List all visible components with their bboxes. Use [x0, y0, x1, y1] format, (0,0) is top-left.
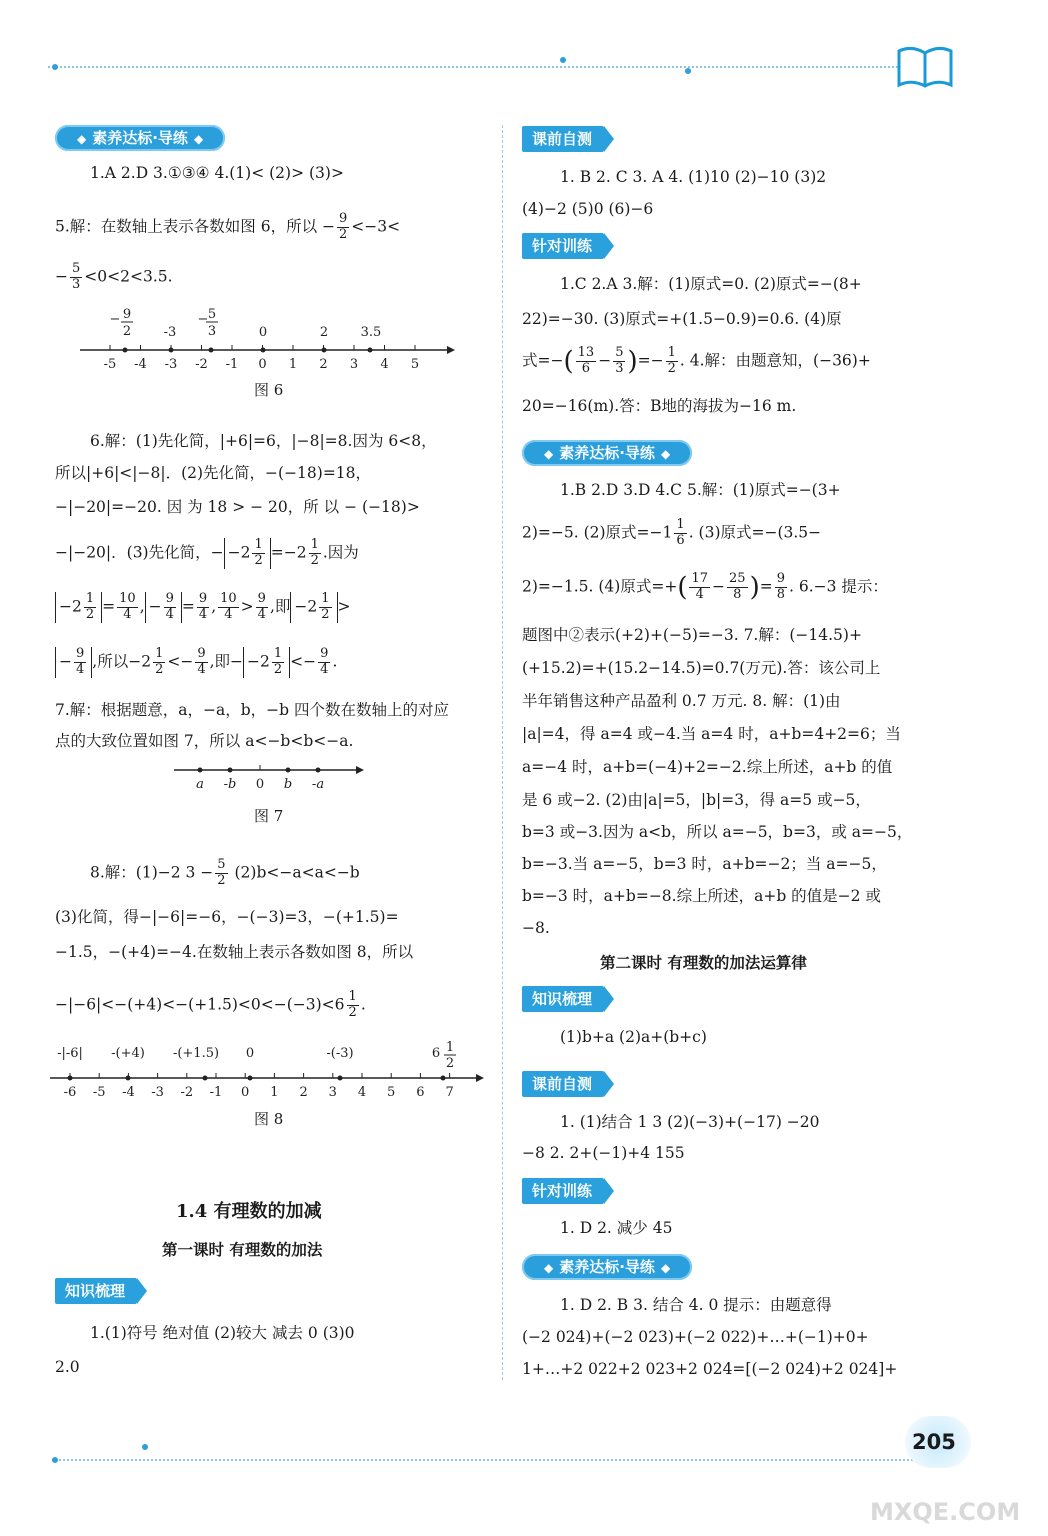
axis-tick-label: -1 — [209, 1085, 223, 1100]
svg-text:6: 6 — [431, 1046, 441, 1061]
answer-line: b=−3 时，a+b=−8.综上所述，a+b 的值是−2 或 — [522, 887, 881, 905]
figure-caption: 图 7 — [254, 807, 284, 825]
answer-line: −|−6|<−(+4)<−(+1.5)<0<−(−3)<6 $\frac{1}{2}$ . — [55, 989, 366, 1020]
axis-tick-label: -5 — [92, 1085, 106, 1100]
axis-tick-label: -2 — [180, 1085, 194, 1100]
answer-line: 题图中②表示(+2)+(−5)=−3. 7.解：(−14.5)+ — [522, 626, 862, 644]
answer-line: 是 6 或−2. (2)由|a|=5，|b|=3，得 a=5 或−5， — [522, 791, 871, 809]
axis-tick-label: 1 — [288, 357, 298, 372]
axis-tick-label: -4 — [122, 1085, 135, 1100]
answer-line: 1.C 2.A 3.解：(1)原式=0. (2)原式=−(8+ — [560, 275, 862, 293]
answer-line: 5.解：在数轴上表示各数如图 6，所以 − $\frac{9}{2}$ <−3< — [55, 211, 401, 242]
answer-line: 8.解：(1)−2 3 − $\frac{5}{2}$ (2)b<−a<a<−b — [90, 857, 360, 888]
answer-line: 7.解：根据题意，a，−a，b，−b 四个数在数轴上的对应 — [55, 701, 450, 719]
answer-line: −1.5，−(+4)=−4.在数轴上表示各数如图 8，所以 — [55, 943, 414, 961]
axis-tick-label: 4 — [380, 357, 389, 372]
answer-line: −|−20|=−20. 因 为 18 > − 20，所 以 − (−18)> — [55, 498, 420, 516]
answer-line: 所以|+6|<|−8|．(2)先化简，−(−18)=18， — [55, 464, 372, 482]
answer-line: 6.解：(1)先化简，|+6|=6，|−8|=8.因为 6<8， — [90, 432, 437, 450]
fig6-label: -3 — [163, 325, 177, 340]
axis-tick-label: 2 — [319, 357, 328, 372]
footer-dotted-line — [52, 1459, 932, 1461]
fig7-label: a — [196, 777, 204, 792]
section-tag-kqzc: 课前自测 — [522, 1071, 604, 1097]
section-tag-zsl: 知识梳理 — [522, 986, 604, 1012]
fig7-label: b — [283, 777, 293, 792]
fig6-label: 3.5 — [360, 325, 382, 340]
answer-line: 1. B 2. C 3. A 4. (1)10 (2)−10 (3)2 — [560, 168, 827, 186]
axis-tick-label: 7 — [445, 1085, 454, 1100]
axis-tick-label: 3 — [328, 1085, 337, 1100]
header-dotted-line — [48, 66, 898, 68]
axis-tick-label: 6 — [416, 1085, 425, 1100]
axis-tick-label: -5 — [103, 357, 117, 372]
header-dot — [685, 68, 691, 74]
fig8-label: -(+1.5) — [172, 1046, 220, 1061]
section-tag-zdxl: 针对训练 — [522, 233, 604, 259]
fig8-label: -(-3) — [326, 1046, 354, 1061]
answer-line: b=3 或−3.因为 a<b，所以 a=−5，b=3，或 a=−5， — [522, 823, 913, 841]
section-tag-zsl: 知识梳理 — [55, 1278, 137, 1304]
fig7-label: -b — [223, 777, 237, 792]
fig6-label: 2 — [319, 325, 329, 340]
svg-text:2: 2 — [445, 1056, 455, 1071]
fig7-label: -a — [311, 777, 325, 792]
answer-line: 点的大致位置如图 7，所以 a<−b<b<−a. — [55, 732, 354, 750]
answer-line: − $\frac{5}{3}$ <0<2<3.5. — [55, 261, 173, 292]
section-title: 1.4 有理数的加减 — [176, 1201, 322, 1222]
answer-line: − $\frac{9}{4}$ ,所以−2 $\frac{1}{2}$ <− $\frac{9}{4}$ ,即− −2 $\frac{1}{2}$ <− $\frac{9}{4}$ . — [55, 647, 337, 678]
page-number: 205 — [912, 1430, 956, 1454]
answer-line: (3)化简，得−|−6|=−6，−(−3)=3，−(+1.5)= — [55, 908, 399, 926]
answer-line: (+15.2)=+(15.2−14.5)=0.7(万元).答：该公司上 — [522, 659, 881, 677]
fig8-label: -(+4) — [111, 1046, 145, 1061]
svg-text:9: 9 — [122, 308, 132, 322]
svg-text:5: 5 — [207, 308, 217, 322]
axis-tick-label: 5 — [387, 1085, 396, 1100]
axis-tick-label: -3 — [151, 1085, 164, 1100]
fig8-label: -|-6| — [57, 1046, 83, 1061]
answer-line: b=−3.当 a=−5，b=3 时，a+b=−2；当 a=−5， — [522, 855, 887, 873]
section-tag-kqzc: 课前自测 — [522, 126, 604, 152]
axis-tick-label: -1 — [225, 357, 239, 372]
fig6-label: 0 — [258, 325, 268, 340]
answer-line: −2 $\frac{1}{2}$ = $\frac{10}{4}$ , − $\frac{9}{4}$ = $\frac{9}{4}$ , $\frac{10}{4}$ > $\frac{9}{4}$ ,即 −2 $\frac{1}{2}$ > — [55, 592, 351, 623]
answer-line: −8 2. 2+(−1)+4 155 — [522, 1144, 685, 1162]
axis-tick-label: -2 — [195, 357, 208, 372]
answer-line: 1+…+2 022+2 023+2 024=[(−2 024)+2 024]+ — [522, 1360, 898, 1378]
svg-text:1: 1 — [445, 1040, 455, 1055]
answer-line: (−2 024)+(−2 023)+(−2 022)+…+(−1)+0+ — [522, 1328, 869, 1346]
axis-tick-label: 3 — [349, 357, 359, 372]
answer-line: (4)−2 (5)0 (6)−6 — [522, 200, 654, 218]
figure-caption: 图 8 — [254, 1110, 284, 1128]
axis-tick-label: 1 — [270, 1085, 279, 1100]
svg-text:2: 2 — [122, 324, 132, 339]
answer-line: 2)=−1.5. (4)原式=+( $\frac{17}{4}$ − $\frac{25}{8}$ )= $\frac{9}{8}$ . 6.−3 提示： — [522, 571, 888, 603]
watermark: MXQE.COM — [870, 1498, 1021, 1526]
axis-tick-label: 5 — [410, 357, 420, 372]
answer-line: 1.B 2.D 3.D 4.C 5.解：(1)原式=−(3+ — [560, 481, 841, 499]
answer-line: |a|=4，得 a=4 或−4.当 a=4 时，a+b=4+2=6；当 — [522, 725, 901, 743]
header-dot — [52, 64, 58, 70]
svg-text:−: − — [197, 312, 209, 327]
figure-7-number-line — [170, 760, 370, 796]
answer-line: −8. — [522, 919, 550, 937]
answer-line: 1. D 2. 减少 45 — [560, 1219, 673, 1237]
answer-line: 2.0 — [55, 1358, 80, 1376]
footer-dot — [52, 1457, 58, 1463]
axis-tick-label: -3 — [164, 357, 178, 372]
figure-caption: 图 6 — [254, 381, 284, 399]
answer-line: 式=−( $\frac{13}{6}$ − $\frac{5}{3}$ )=− $\frac{1}{2}$ . 4.解：由题意知，(−36)+ — [522, 345, 871, 377]
answer-line: 1. D 2. B 3. 结合 4. 0 提示：由题意得 — [560, 1296, 832, 1314]
column-divider — [502, 125, 503, 1380]
section-tag-zdxl: 针对训练 — [522, 1178, 604, 1204]
answer-line: (1)b+a (2)a+(b+c) — [560, 1028, 707, 1046]
answer-line: 20=−16(m).答：B地的海拔为−16 m. — [522, 397, 797, 415]
axis-tick-label: 2 — [299, 1085, 308, 1100]
svg-text:−: − — [109, 312, 121, 327]
header-dot — [560, 57, 566, 63]
answer-line: 1. (1)结合 1 3 (2)(−3)+(−17) −20 — [560, 1113, 820, 1131]
answer-line: −|−20|．(3)先化简，− −2 $\frac{1}{2}$ =−2 $\frac{1}{2}$ .因为 — [55, 537, 359, 568]
answer-line: a=−4 时，a+b=(−4)+2=−2.综上所述，a+b 的值 — [522, 758, 893, 776]
answer-line: 半年销售这种产品盈利 0.7 万元. 8. 解：(1)由 — [522, 692, 841, 710]
figure-8-number-line — [48, 1040, 490, 1106]
lesson-title: 第一课时 有理数的加法 — [162, 1240, 323, 1259]
axis-tick-label: 0 — [241, 1085, 250, 1100]
axis-tick-label: -4 — [134, 357, 147, 372]
answer-line: 2)=−5. (2)原式=−1 $\frac{1}{6}$ . (3)原式=−(3.5− — [522, 517, 822, 548]
section-tag-suyang: ◆ 素养达标·导练 ◆ — [55, 125, 225, 151]
figure-6-number-line — [75, 308, 460, 378]
footer-dot — [142, 1444, 148, 1450]
svg-text:3: 3 — [207, 324, 217, 339]
answer-line: 1.(1)符号 绝对值 (2)较大 减去 0 (3)0 — [90, 1324, 355, 1342]
book-icon — [895, 43, 955, 89]
axis-tick-label: 4 — [357, 1085, 367, 1100]
answer-line: 1.A 2.D 3.①③④ 4.(1)< (2)> (3)> — [90, 164, 344, 182]
axis-tick-label: 0 — [258, 357, 267, 372]
axis-tick-label: -6 — [63, 1085, 77, 1100]
answer-line: 22)=−30. (3)原式=+(1.5−0.9)=0.6. (4)原 — [522, 310, 842, 328]
section-tag-suyang: ◆ 素养达标·导练 ◆ — [522, 440, 692, 466]
lesson-title: 第二课时 有理数的加法运算律 — [600, 953, 807, 972]
fig7-label: 0 — [255, 777, 265, 792]
fig8-label: 0 — [245, 1046, 255, 1061]
section-tag-suyang: ◆ 素养达标·导练 ◆ — [522, 1254, 692, 1280]
